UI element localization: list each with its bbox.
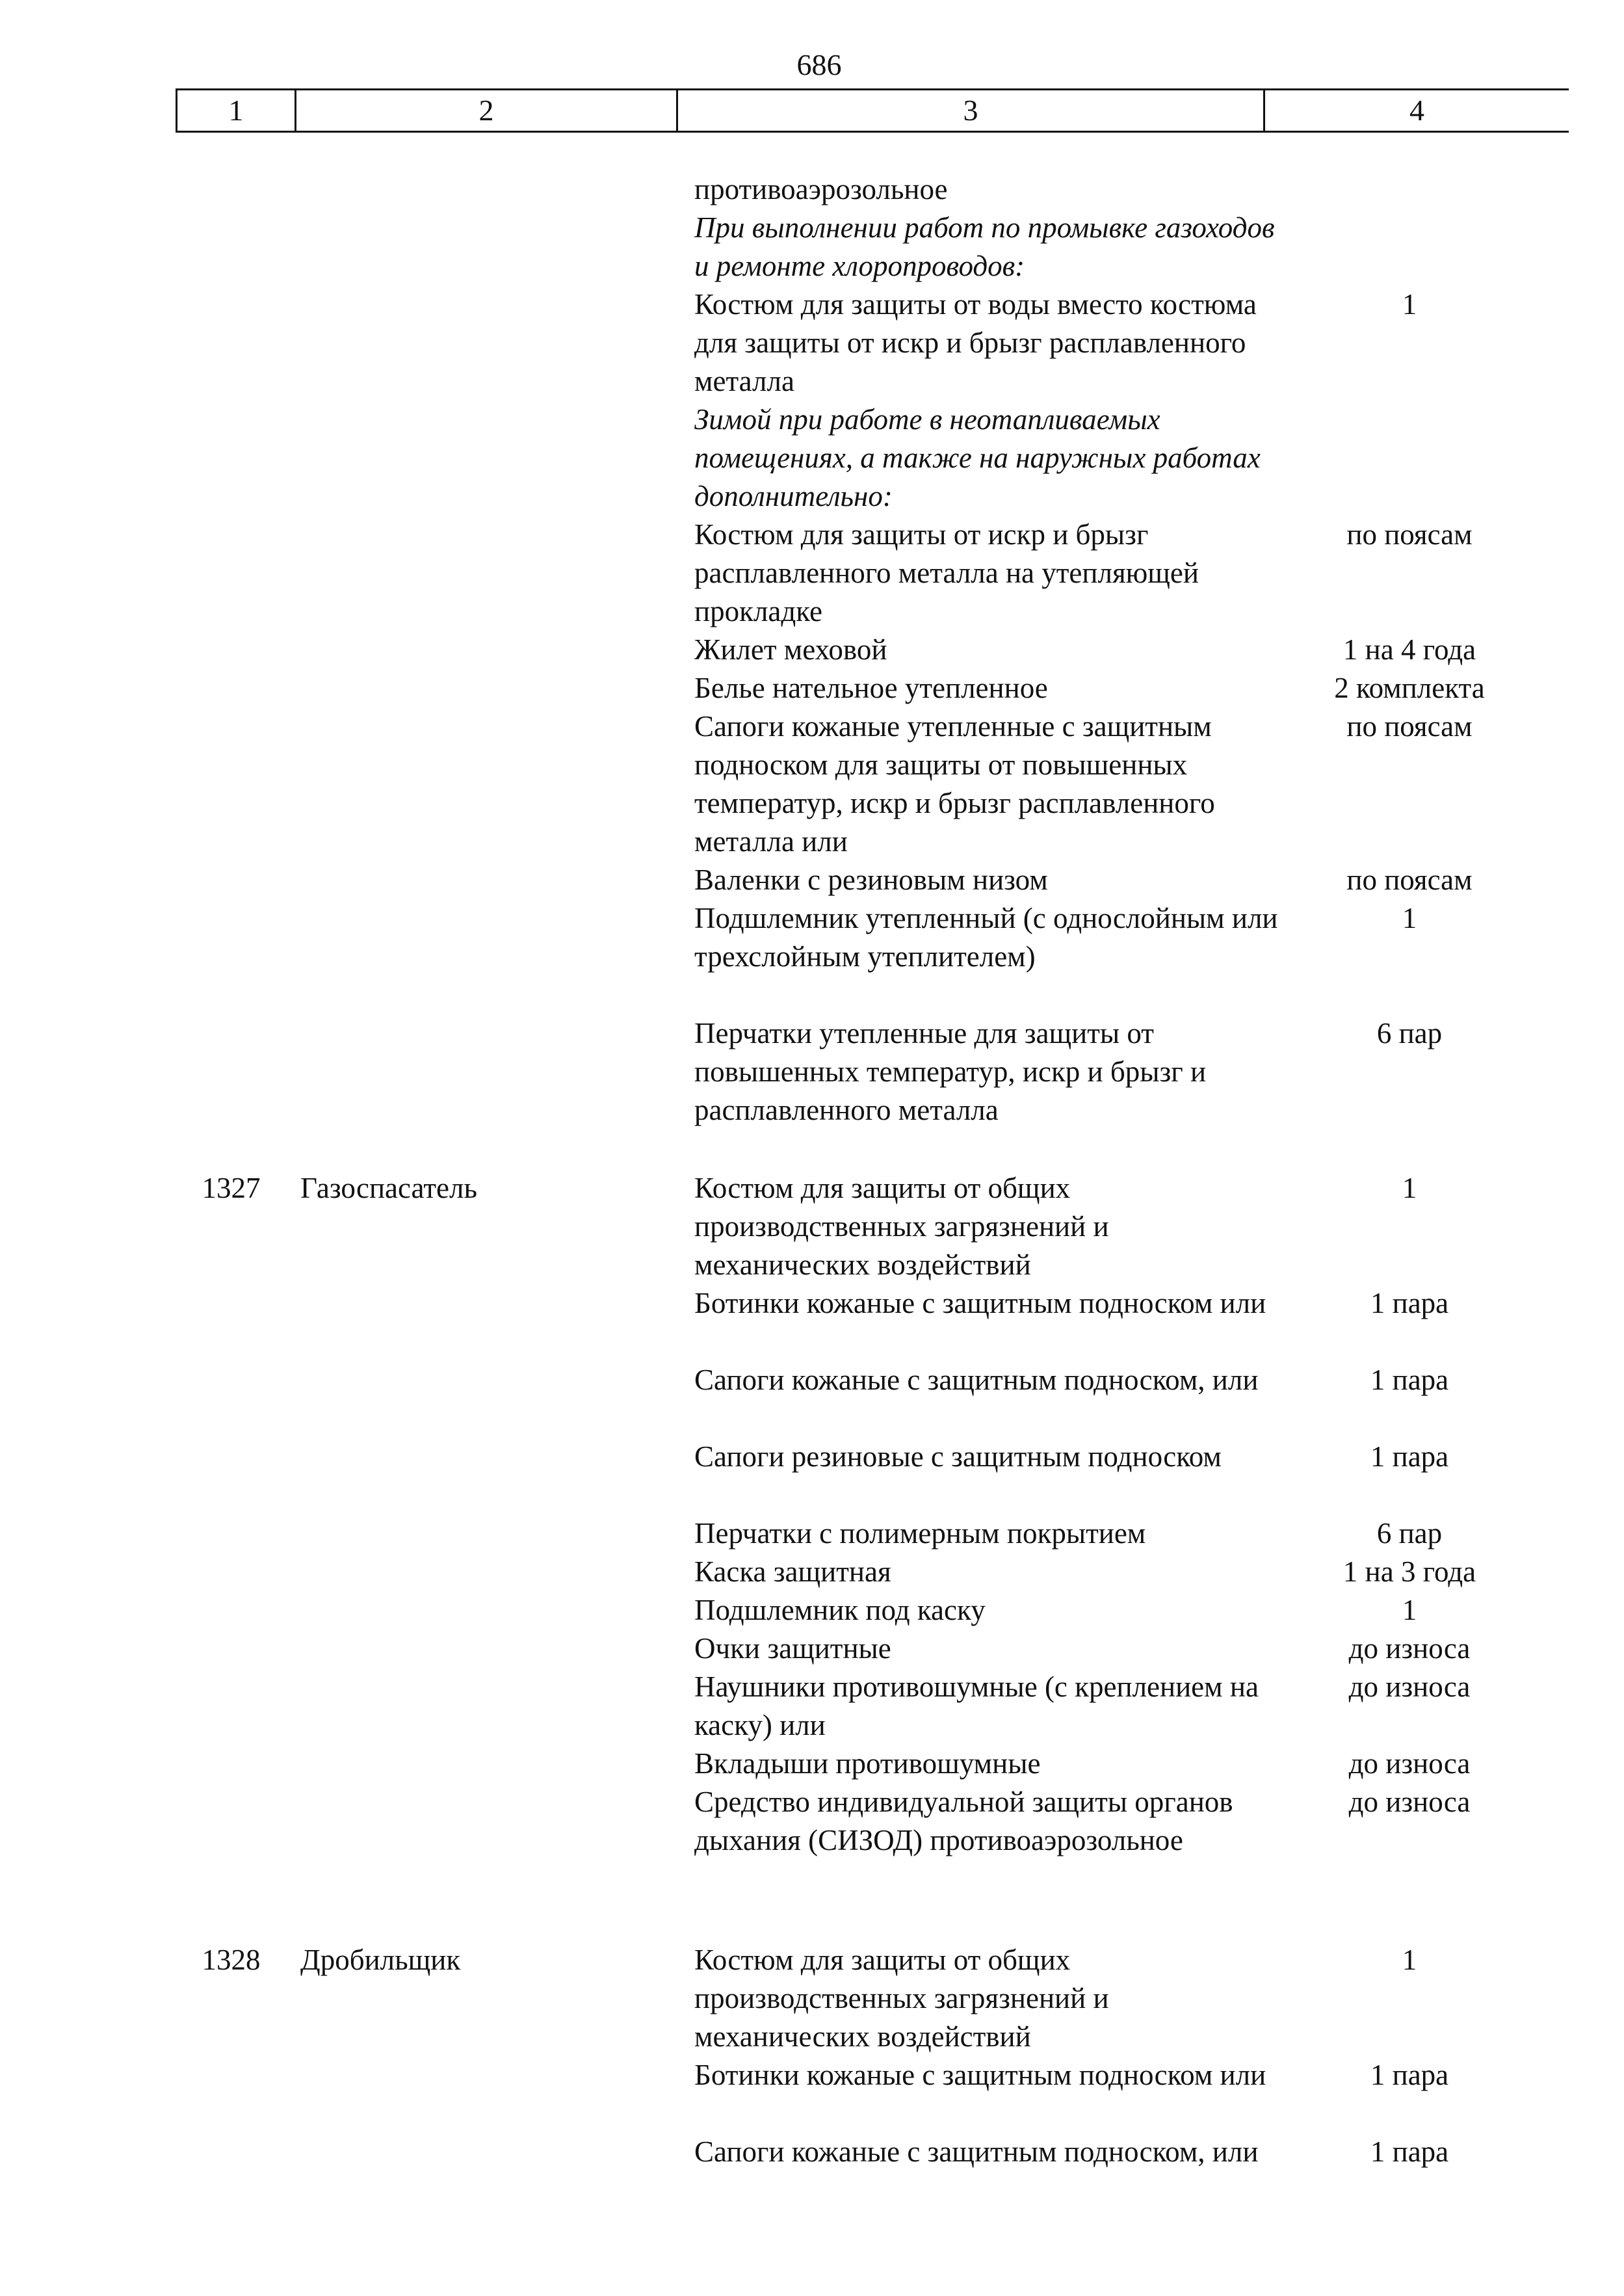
header-col-2: 2: [478, 94, 494, 127]
list-item: [694, 1361, 1567, 1438]
item-text: Очки защитные: [694, 1632, 891, 1665]
item-text: Вкладыши противошумные: [694, 1747, 1041, 1780]
item-text: Каска защитная: [694, 1555, 891, 1588]
item-text: Ботинки кожаные с защитным подноском или: [694, 2059, 1266, 2091]
list-item: [694, 669, 1567, 707]
list-item: [694, 1745, 1567, 1783]
list-item: [694, 2056, 1567, 2133]
item-text: Сапоги резиновые с защитным подноском: [694, 1440, 1222, 1473]
item-text: Валенки с резиновым низом: [694, 864, 1048, 896]
header-col-4: 4: [1409, 94, 1424, 127]
list-item: [694, 1014, 1567, 1129]
list-item: [694, 1630, 1567, 1668]
list-item: [694, 1284, 1567, 1361]
item-quantity: по поясам: [1346, 518, 1473, 551]
item-quantity: 1 пара: [1370, 1440, 1449, 1473]
entry-number: 1328: [202, 1944, 261, 1976]
item-text: Перчатки утепленные для защиты от повышенных температур, искр и брызг и расплавленного металла: [694, 1017, 1207, 1126]
entry-number: 1327: [202, 1172, 261, 1204]
list-item: [694, 899, 1567, 1014]
header-col-1: 1: [228, 94, 244, 127]
item-quantity: 1 пара: [1370, 2135, 1449, 2168]
item-quantity: 1 пара: [1370, 2059, 1449, 2091]
item-text: Жилет меховой: [694, 633, 887, 666]
item-quantity: 1: [1402, 288, 1417, 321]
item-text: Костюм для защиты от воды вместо костюма для защиты от искр и брызг расплавленного металла: [694, 288, 1257, 397]
list-item: [694, 1941, 1567, 2056]
list-item: [694, 209, 1567, 285]
section-continuation: [0, 170, 1624, 1129]
list-item: [694, 631, 1567, 669]
item-quantity: 1: [1402, 1172, 1417, 1204]
item-quantity: до износа: [1348, 1632, 1471, 1665]
item-text: Костюм для защиты от искр и брызг расплавленного металла на утепляющей прокладке: [694, 518, 1199, 627]
list-item: [694, 2133, 1567, 2210]
list-item: [694, 1591, 1567, 1630]
job-title: Дробильщик: [300, 1944, 461, 1976]
item-text: Сапоги кожаные утепленные с защитным подноском для защиты от повышенных температур, искр и брызг расплавленного металла или: [694, 710, 1215, 858]
list-item: [694, 1553, 1567, 1591]
item-text: Сапоги кожаные с защитным подноском, или: [694, 2135, 1259, 2168]
item-quantity: по поясам: [1346, 710, 1473, 743]
item-text: Костюм для защиты от общих производственных загрязнений и механических воздействий: [694, 1172, 1109, 1281]
item-quantity: 1: [1402, 1944, 1417, 1976]
item-text: Перчатки с полимерным покрытием: [694, 1517, 1146, 1550]
section-1328: [0, 1941, 1624, 2210]
item-quantity: 1 пара: [1370, 1364, 1449, 1396]
item-text: Наушники противошумные (с креплением на каску) или: [694, 1670, 1259, 1741]
list-item: [694, 707, 1567, 861]
item-text: Белье нательное утепленное: [694, 672, 1048, 704]
item-quantity: 1 пара: [1370, 1287, 1449, 1319]
item-quantity: 1 на 4 года: [1342, 633, 1476, 666]
item-quantity: до износа: [1348, 1747, 1471, 1780]
item-text: Средство индивидуальной защиты органов дыхания (СИЗОД) противоаэрозольное: [694, 1786, 1233, 1856]
list-item: [694, 285, 1567, 401]
item-text: Ботинки кожаные с защитным подноском или: [694, 1287, 1266, 1319]
header-col-3: 3: [963, 94, 978, 127]
item-quantity: 2 комплекта: [1334, 672, 1485, 704]
list-item: [694, 1783, 1567, 1898]
item-text: Подшлемник утепленный (с однослойным или трехслойным утеплителем): [694, 902, 1278, 973]
item-quantity: 1 на 3 года: [1342, 1555, 1476, 1588]
item-text: Подшлемник под каску: [694, 1594, 986, 1626]
section-1327: [0, 1169, 1624, 1898]
item-text: При выполнении работ по промывке газоходов и ремонте хлоропроводов:: [694, 211, 1275, 282]
item-quantity: 6 пар: [1376, 1017, 1443, 1049]
item-quantity: 1: [1402, 902, 1417, 934]
page-number: 686: [796, 48, 842, 81]
list-item: [694, 1668, 1567, 1745]
item-text: Сапоги кожаные с защитным подноском, или: [694, 1364, 1259, 1396]
job-title: Газоспасатель: [300, 1172, 477, 1204]
list-item: [694, 1438, 1567, 1514]
item-text: противоаэрозольное: [694, 173, 948, 205]
list-item: [694, 401, 1567, 516]
item-text: Зимой при работе в неотапливаемых помещениях, а также на наружных работах дополнительно:: [694, 403, 1261, 512]
item-quantity: 1: [1402, 1594, 1417, 1626]
item-quantity: до износа: [1348, 1670, 1471, 1703]
table-header: [176, 88, 1569, 133]
list-item: [694, 861, 1567, 899]
list-item: [694, 1514, 1567, 1553]
item-quantity: 6 пар: [1376, 1517, 1443, 1550]
list-item: [694, 516, 1567, 631]
item-quantity: до износа: [1348, 1786, 1471, 1818]
list-item: [694, 170, 1567, 209]
item-text: Костюм для защиты от общих производственных загрязнений и механических воздействий: [694, 1944, 1109, 2053]
item-quantity: по поясам: [1346, 864, 1473, 896]
list-item: [694, 1169, 1567, 1284]
